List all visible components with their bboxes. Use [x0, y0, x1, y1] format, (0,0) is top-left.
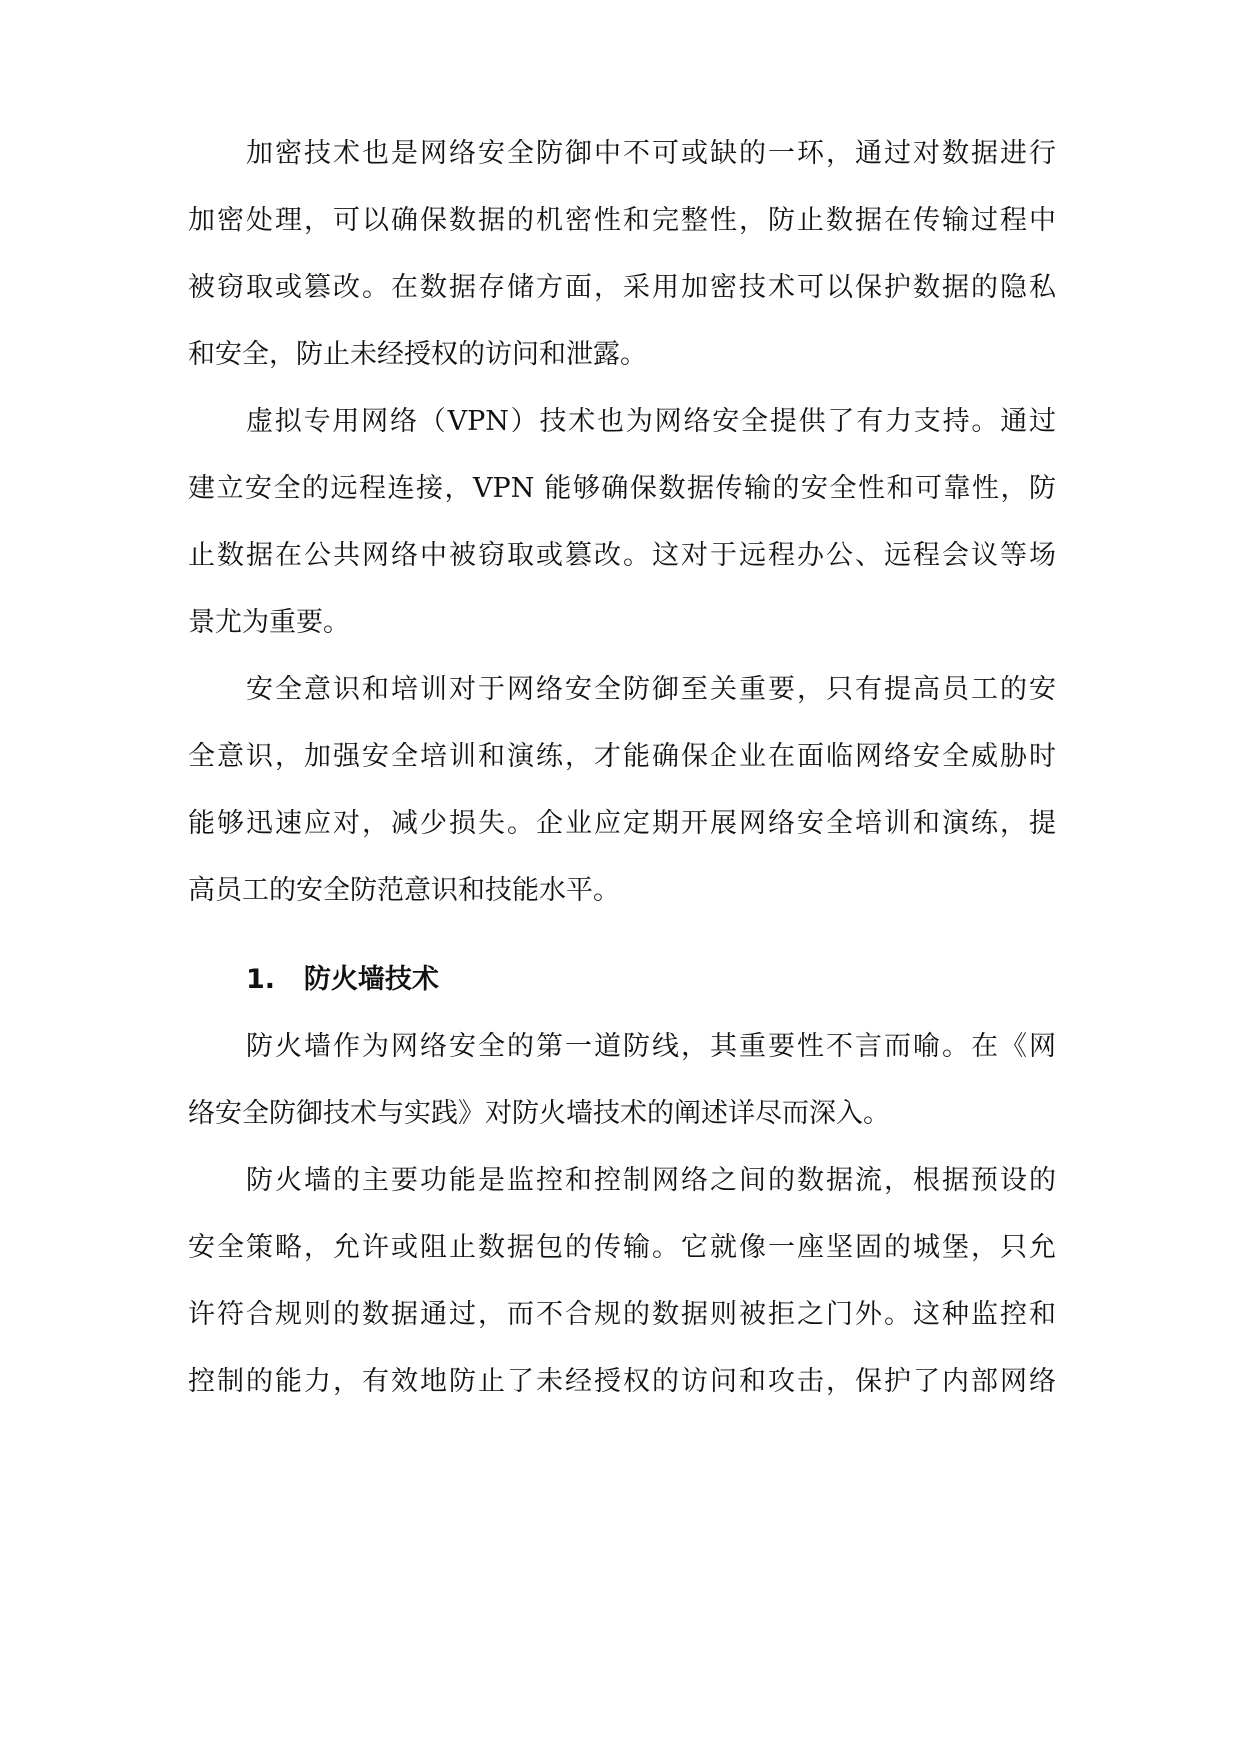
text-line: 防火墙的主要功能是监控和控制网络之间的数据流，根据预设的 [246, 1165, 1056, 1196]
section-heading [246, 960, 746, 1000]
text-line: 安全意识和培训对于网络安全防御至关重要，只有提高员工的安 [246, 674, 1056, 705]
text-line: 建立安全的远程连接，VPN 能够确保数据传输的安全性和可靠性，防 [188, 473, 1056, 504]
text-line: 景尤为重要。 [188, 607, 350, 638]
heading-title: 防火墙技术 [303, 964, 439, 995]
text-line: 防火墙作为网络安全的第一道防线，其重要性不言而喻。在《网 [246, 1031, 1056, 1062]
text-line: 和安全，防止未经授权的访问和泄露。 [188, 339, 647, 370]
text-line: 止数据在公共网络中被窃取或篡改。这对于远程办公、远程会议等场 [188, 540, 1056, 571]
text-line: 络安全防御技术与实践》对防火墙技术的阐述详尽而深入。 [188, 1098, 890, 1129]
text-line: 高员工的安全防范意识和技能水平。 [188, 875, 620, 906]
text-line: 安全策略，允许或阻止数据包的传输。它就像一座坚固的城堡，只允 [188, 1232, 1056, 1263]
text-line: 被窃取或篡改。在数据存储方面，采用加密技术可以保护数据的隐私 [188, 272, 1056, 303]
text-line: 全意识，加强安全培训和演练，才能确保企业在面临网络安全威胁时 [188, 741, 1056, 772]
text-line: 能够迅速应对，减少损失。企业应定期开展网络安全培训和演练，提 [188, 808, 1056, 839]
text-line: 加密处理，可以确保数据的机密性和完整性，防止数据在传输过程中 [188, 205, 1056, 236]
text-line: 控制的能力，有效地防止了未经授权的访问和攻击，保护了内部网络 [188, 1366, 1056, 1397]
heading-number: 1. [246, 964, 276, 995]
text-line: 虚拟专用网络（VPN）技术也为网络安全提供了有力支持。通过 [246, 406, 1056, 437]
text-line: 加密技术也是网络安全防御中不可或缺的一环，通过对数据进行 [246, 138, 1056, 169]
text-line: 许符合规则的数据通过，而不合规的数据则被拒之门外。这种监控和 [188, 1299, 1056, 1330]
